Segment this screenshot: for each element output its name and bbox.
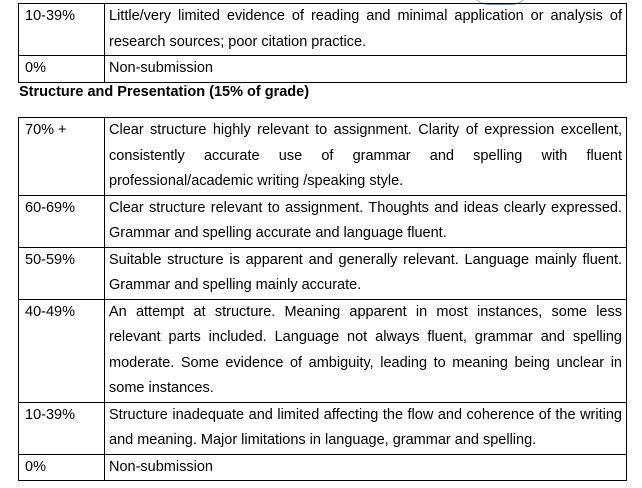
table-row <box>19 402 627 454</box>
grade-band-cell: 10-39% <box>19 402 105 454</box>
grade-description-cell: Little/very limited evidence of reading and minimal application or analysis of research sources; poor citation practice. <box>105 4 627 56</box>
grade-band-cell: 0% <box>19 56 105 83</box>
table-row <box>19 299 627 402</box>
grade-band-cell: 40-49% <box>19 299 105 402</box>
table-row <box>19 454 627 481</box>
grade-band-cell: 10-39% <box>19 4 105 56</box>
grade-band-cell: 50-59% <box>19 247 105 299</box>
research-rubric-table-end <box>18 3 627 83</box>
grade-band-cell: 70% + <box>19 118 105 196</box>
grade-description-cell: Suitable structure is apparent and generally relevant. Language mainly fluent. Grammar and spelling mainly accurate. <box>105 247 627 299</box>
grade-description-cell: Clear structure highly relevant to assignment. Clarity of expression excellent, consistently accurate use of grammar and spelling with fluent professional/academic writing /speaking style. <box>105 118 627 196</box>
grade-description-cell: An attempt at structure. Meaning apparent in most instances, some less relevant parts included. Language not always fluent, grammar and spelling moderate. Some evidence of ambiguity, leading to meaning being unclear in some instances. <box>105 299 627 402</box>
section-heading: Structure and Presentation (15% of grade) <box>19 84 310 100</box>
table-row <box>19 118 627 196</box>
grade-description-cell: Non-submission <box>105 56 627 83</box>
table-row <box>19 4 627 56</box>
structure-presentation-rubric-table <box>18 117 627 481</box>
table-row <box>19 56 627 83</box>
grade-description-cell: Clear structure relevant to assignment. Thoughts and ideas clearly expressed. Grammar and spelling accurate and language fluent. <box>105 195 627 247</box>
grade-description-cell: Non-submission <box>105 454 627 481</box>
table-row <box>19 247 627 299</box>
grade-band-cell: 60-69% <box>19 195 105 247</box>
table-row <box>19 195 627 247</box>
grade-band-cell: 0% <box>19 454 105 481</box>
grade-description-cell: Structure inadequate and limited affecting the flow and coherence of the writing and meaning. Major limitations in language, grammar and spelling. <box>105 402 627 454</box>
